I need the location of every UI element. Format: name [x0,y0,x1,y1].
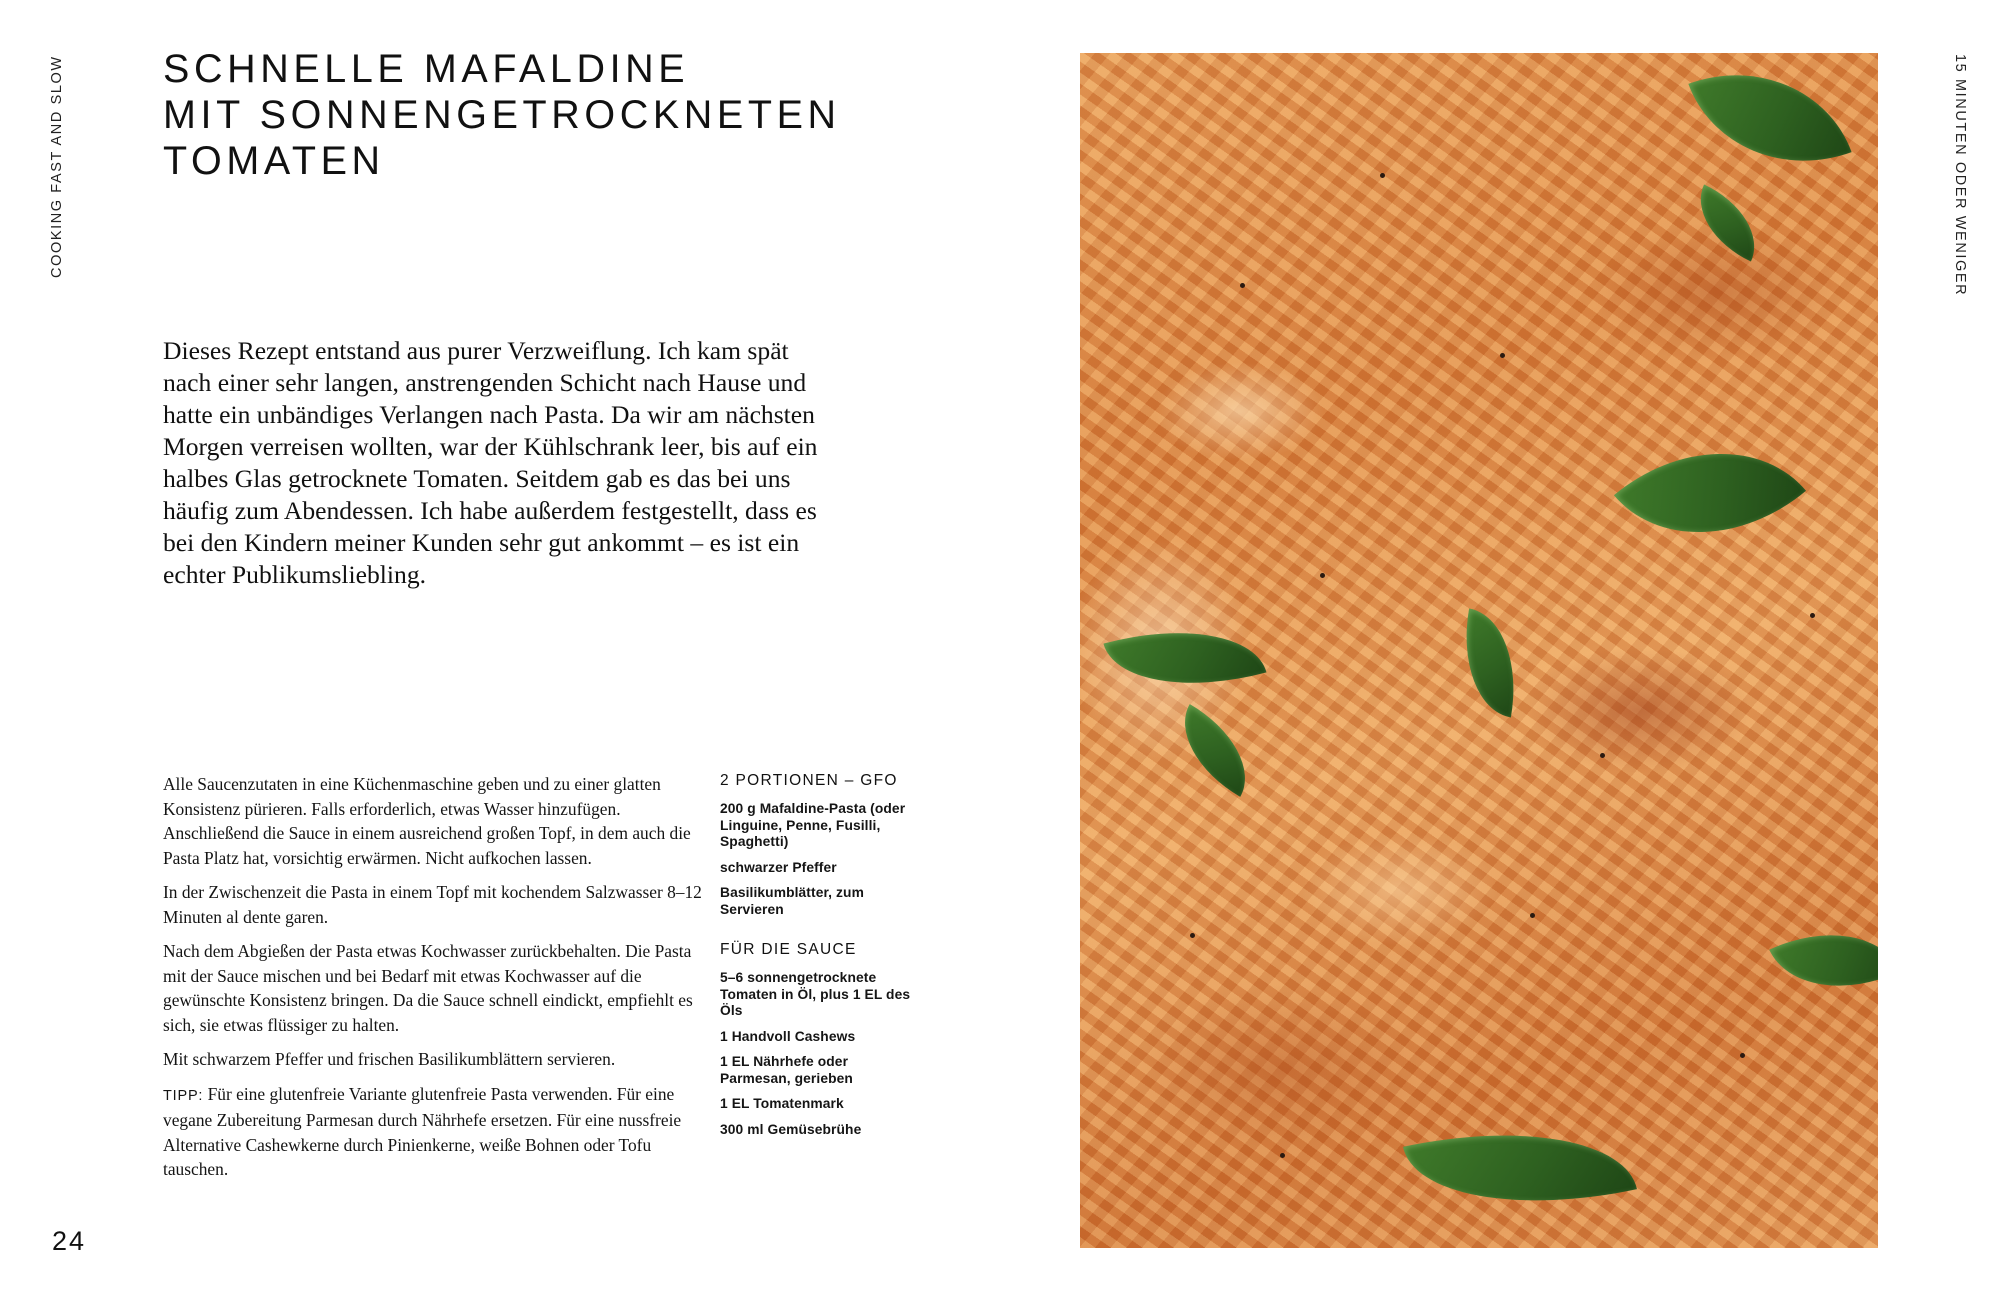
ingredient-item: 300 ml Gemüsebrühe [720,1121,862,1137]
recipe-tip [163,1082,703,1182]
basil-leaf-icon [1452,609,1528,718]
ingredient-item: 1 Handvoll Cashews [720,1028,856,1044]
basil-leaf-icon [1614,399,1806,587]
tip-label: TIPP: [163,1087,204,1104]
recipe-title-line: MIT SONNENGETROCKNETEN [163,93,841,137]
pepper-speck [1380,173,1385,178]
pepper-speck [1600,753,1605,758]
pepper-speck [1740,1053,1745,1058]
basil-leaf-icon [1688,53,1851,197]
running-head-left: COOKING FAST AND SLOW [49,55,65,278]
ingredient-item: schwarzer Pfeffer [720,859,837,875]
ingredient-item: Basilikumblätter, zum Servieren [720,885,864,917]
tip-text: Für eine glutenfreie Variante glutenfreie Pasta verwenden. Für eine vegane Zubereitung Parmesan durch Nährhefe ersetzen. Für eine nussfreie Alternative Cashewkerne durch Pinienkerne, weiße Bohnen oder Tofu tauschen. [163,1083,682,1179]
basil-leaf-icon [1103,605,1266,711]
recipe-method [163,772,703,1192]
page-number: 24 [52,1226,87,1256]
pepper-speck [1530,913,1535,918]
basil-leaf-icon [1769,903,1878,1017]
running-head-right: 15 MINUTEN ODER WENIGER [1952,54,1968,297]
pepper-speck [1240,283,1245,288]
ingredient-item: 1 EL Tomatenmark [720,1096,844,1111]
method-step: In der Zwischenzeit die Pasta in einem Topf mit kochendem Salzwasser 8–12 Minuten al dente garen. [163,882,702,927]
pasta-photo [1080,53,1878,1248]
ingredient-item: 1 EL Nährhefe oder Parmesan, gerieben [720,1054,853,1086]
recipe-intro: Dieses Rezept entstand aus purer Verzweiflung. Ich kam spät nach einer sehr langen, anstrengenden Schicht nach Hause und hatte ein unbändiges Verlangen nach Pasta. Da wir am nächsten Morgen verreisen wollten, war der Kühlschrank leer, bis auf ein halbes Glas getrocknete Tomaten. Seitdem gab es das bei uns häufig zum Abendessen. Ich habe außerdem festgestellt, dass es bei den Kindern meiner Kunden sehr gut ankommt – es ist ein echter Publikumsliebling. [163,336,818,589]
pepper-speck [1500,353,1505,358]
basil-leaf-icon [1683,184,1772,261]
servings-heading: 2 PORTIONEN – GFO [720,772,898,789]
pepper-speck [1190,933,1195,938]
ingredients-panel [720,772,920,1147]
method-step: Alle Saucenzutaten in eine Küchenmaschine geben und zu einer glatten Konsistenz pürieren. Falls erforderlich, etwas Wasser hinzufügen. Anschließend die Sauce in einem ausreichend großen Topf, in dem auch die Pasta Platz hat, vorsichtig erwärmen. Nicht aufkochen lassen. [163,774,691,868]
ingredient-item: 200 g Mafaldine-Pasta (oder Linguine, Penne, Fusilli, Spaghetti) [720,801,906,849]
ingredient-list [720,801,920,918]
ingredient-item: 5–6 sonnengetrocknete Tomaten in Öl, plus 1 EL des Öls [720,970,911,1018]
pepper-speck [1280,1153,1285,1158]
recipe-title-line: TOMATEN [163,139,385,183]
basil-leaf-icon [1162,704,1267,797]
pepper-speck [1810,613,1815,618]
recipe-title [163,46,841,184]
sauce-ingredient-list [720,970,920,1138]
basil-leaf-icon [1403,1101,1637,1235]
method-step: Mit schwarzem Pfeffer und frischen Basilikumblättern servieren. [163,1049,616,1069]
sauce-heading: FÜR DIE SAUCE [720,941,857,958]
method-step: Nach dem Abgießen der Pasta etwas Kochwasser zurückbehalten. Die Pasta mit der Sauce mischen und bei Bedarf mit etwas Kochwasser auf die gewünschte Konsistenz bringen. Da die Sauce schnell eindickt, empfiehlt es sich, sie etwas flüssiger zu halten. [163,941,693,1035]
recipe-title-line: SCHNELLE MAFALDINE [163,47,690,91]
pepper-speck [1320,573,1325,578]
